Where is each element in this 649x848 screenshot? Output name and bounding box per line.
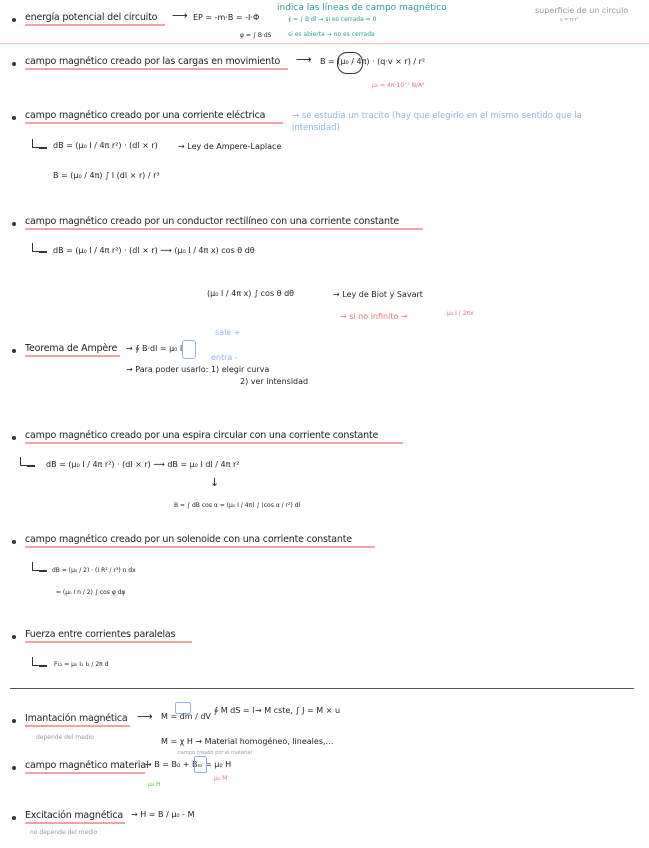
equation: → H = B / μ₀ - M xyxy=(131,810,195,819)
bullet xyxy=(12,816,16,820)
branch-icon xyxy=(32,657,41,666)
arrow-icon: ⟶ xyxy=(137,710,153,723)
heading-underline xyxy=(25,546,375,548)
law-label: → Ley de Ampere-Laplace xyxy=(178,142,282,151)
heading-underline xyxy=(25,122,283,124)
blue-note: → se estudia un tracito (hay que elegirlo en el mismo sentido que la intensidad) xyxy=(292,111,582,133)
teal-note-1: ∮ = ∫ B·dl → si es cerrada = 0 xyxy=(288,16,377,23)
heading-imantacion: Imantación magnética xyxy=(25,713,128,724)
bullet xyxy=(12,766,16,770)
top-right-formula: s = π·r² xyxy=(560,17,579,23)
highlight-box xyxy=(182,340,196,359)
equation: (μ₀ I / 4π x) ∫ cos θ dθ xyxy=(207,289,295,298)
equation: = (μ₀ I n / 2) ∫ cos φ dφ xyxy=(56,589,126,596)
usage-label: → Para poder usarlo: 1) elegir curva xyxy=(126,365,270,374)
pink-divider xyxy=(0,43,649,44)
section-divider xyxy=(10,688,634,689)
equation: → B = B₀ + Bₘ = μ₀ H xyxy=(145,760,232,769)
equation: B = ∫ dB cos α = (μ₀ I / 4π) ∫ (cos α / r²) dl xyxy=(174,502,301,509)
branch-icon xyxy=(32,139,41,148)
pink-note: μ₀ M xyxy=(214,775,228,782)
heading-rectilineo: campo magnético creado por un conductor rectilíneo con una corriente constante xyxy=(25,216,400,227)
branch-icon xyxy=(32,562,41,571)
heading-underline xyxy=(25,725,130,727)
heading-espira: campo magnético creado por una espira circular con una corriente constante xyxy=(25,430,379,441)
heading-paralelas: Fuerza entre corrientes paralelas xyxy=(25,629,176,640)
equation: → ∮ B·dl = μ₀ I xyxy=(126,344,183,353)
usage-label-2: 2) ver intensidad xyxy=(240,377,309,386)
equation-sub: φ = ∫ B·dS xyxy=(240,32,272,39)
heading-cargas: campo magnético creado por las cargas en movimiento xyxy=(25,56,281,67)
heading-underline xyxy=(25,822,125,824)
heading-underline xyxy=(25,772,145,774)
pink-note: → si no infinito → xyxy=(340,312,408,321)
bullet xyxy=(12,436,16,440)
heading-corriente: campo magnético creado por una corriente eléctrica xyxy=(25,110,266,121)
bullet xyxy=(12,116,16,120)
bullet xyxy=(12,18,16,22)
law-label: → Ley de Biot y Savart xyxy=(333,290,423,299)
heading-material: campo magnético material xyxy=(25,760,149,771)
equation: dB = (μ₀ I / 4π r²) · (dl × r) xyxy=(53,141,158,150)
entra-label: entra - xyxy=(211,353,238,362)
sale-label: sale + xyxy=(215,328,241,337)
equation: dB = (μ₀ I / 4π r²) · (dl × r) ⟿ (μ₀ I / 4π x) cos θ dθ xyxy=(53,246,255,255)
heading-underline xyxy=(25,24,165,26)
mu0-note: μ₀ = 4π·10⁻⁷ N/A² xyxy=(372,82,425,89)
top-right-note: superficie de un circulo xyxy=(535,6,629,15)
heading-energia: energía potencial del circuito xyxy=(25,12,158,23)
heading-underline xyxy=(25,228,423,230)
equation: EP = -m·B = -I·Φ xyxy=(193,13,260,22)
equation: ∮ M dS = I xyxy=(214,706,255,715)
teal-note-title: indica las líneas de campo magnético xyxy=(277,3,447,13)
equation: F₁₂ = μ₀ I₁ I₂ / 2π d xyxy=(54,661,109,668)
bullet xyxy=(12,719,16,723)
heading-underline xyxy=(25,641,192,643)
green-note: μ₀ H xyxy=(148,781,161,788)
equation: B = (μ₀ / 4π) ∫ I (dl × r) / r³ xyxy=(53,171,160,180)
sub-note: no depende del medio xyxy=(30,829,98,836)
equation: dB = (μ₀ I / 4π r²) · (dl × r) ⟿ dB = μ₀ I dl / 4π r² xyxy=(46,460,240,469)
bullet xyxy=(12,540,16,544)
bullet xyxy=(12,635,16,639)
arrow-down-icon: ↓ xyxy=(210,476,220,489)
heading-solenoide: campo magnético creado por un solenoide con una corriente constante xyxy=(25,534,352,545)
bullet xyxy=(12,349,16,353)
pink-note-eq: μ₀ I / 2πx xyxy=(447,310,474,317)
sub-note: depende del medio xyxy=(36,734,94,741)
heading-underline xyxy=(25,442,403,444)
arrow-icon: ⟶ xyxy=(172,9,188,22)
heading-underline xyxy=(25,355,120,357)
bullet xyxy=(12,222,16,226)
heading-underline xyxy=(25,68,288,70)
branch-icon xyxy=(20,457,29,466)
highlight-box xyxy=(194,756,207,773)
equation: dB = (μ₀ / 2) · (I R² / r³) n dx xyxy=(52,567,136,574)
sub-note: campo creado por el material xyxy=(178,750,252,756)
branch-icon xyxy=(32,243,41,252)
bullet xyxy=(12,62,16,66)
heading-excitacion: Excitación magnética xyxy=(25,810,123,821)
heading-ampere: Teorema de Ampère xyxy=(25,343,118,354)
arrow-icon: ⟶ xyxy=(296,53,312,66)
teal-note-2: si es abierta → no es cerrada xyxy=(288,31,375,38)
equation: B = (μ₀ / 4π) · (q·v × r) / r² xyxy=(320,57,426,66)
equation: M = χ H → Material homogéneo, lineales,… xyxy=(161,737,334,746)
equation: → M cste, ∫ J = M × u xyxy=(255,706,341,715)
equation: M = dm / dV xyxy=(161,712,211,721)
